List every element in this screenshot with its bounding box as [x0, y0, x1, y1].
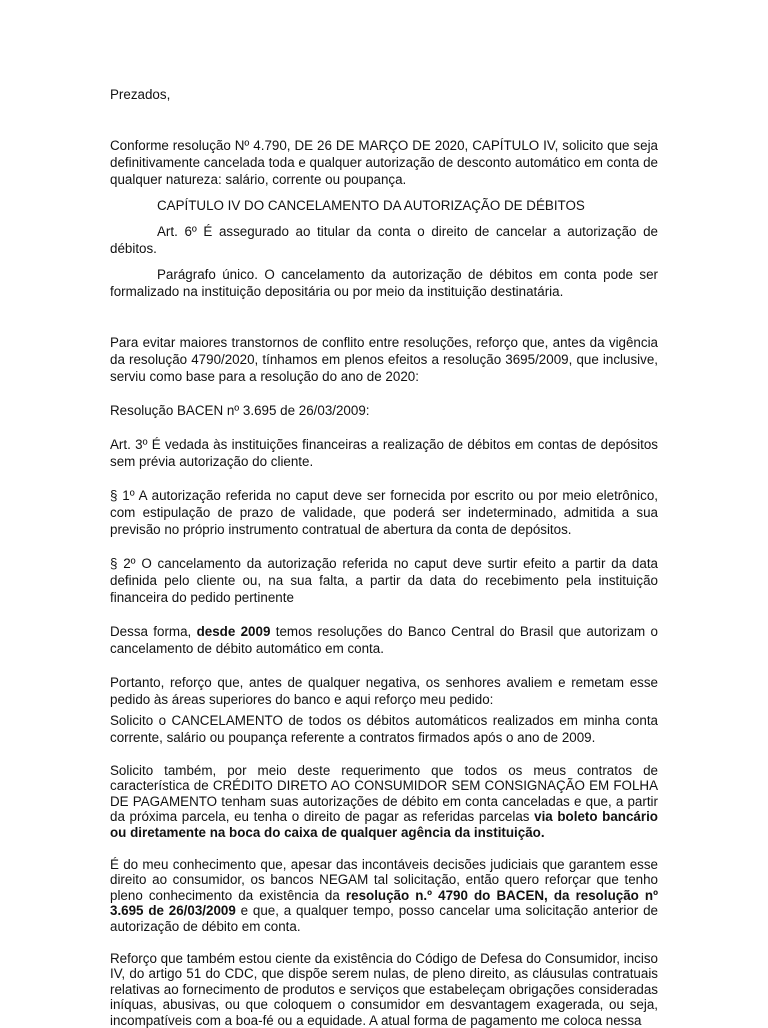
bacen-resolution-title: Resolução BACEN nº 3.695 de 26/03/2009:	[110, 403, 370, 418]
knowledge-text-pre: É do meu conhecimento que, apesar das incontáveis decisões judiciais que garantem esse direito ao consumidor, os bancos NEGAM tal solicitação, então quero reforçar que tenho pleno conhecimento da existência da	[110, 857, 658, 903]
paragraph-1: § 1º A autorização referida no caput deve ser fornecida por escrito ou por meio eletrônico, com estipulação de prazo de validade, que poderá ser indeterminado, admitida a sua previsão no próprio instrumento contratual de abertura da conta de depósitos.	[110, 488, 658, 537]
article-3: Art. 3º É vedada às instituições financeiras a realização de débitos em contas de depósitos sem prévia autorização do cliente.	[110, 437, 658, 469]
since-text-bold: desde 2009	[196, 624, 271, 639]
knowledge-text-post: e que, a qualquer tempo, posso cancelar uma solicitação anterior de autorização de débito em conta.	[110, 903, 658, 934]
intro-paragraph: Conforme resolução Nº 4.790, DE 26 DE MARÇO DE 2020, CAPÍTULO IV, solicito que seja definitivamente cancelada toda e qualquer autorização de desconto automático em conta de qualquer natureza: salário, corrente ou poupança.	[110, 138, 658, 187]
paragraph-2: § 2º O cancelamento da autorização referida no caput deve surtir efeito a partir da data definida pelo cliente ou, na sua falta, a partir da data do recebimento pela instituição financeira do pedido pertinente	[110, 556, 658, 605]
reinforce-paragraph: Portanto, reforço que, antes de qualquer negativa, os senhores avaliem e remetam esse pedido às áreas superiores do banco e aqui reforço meu pedido:	[110, 675, 658, 707]
paragrafo-unico: Parágrafo único. O cancelamento da autorização de débitos em conta pode ser formalizado na instituição depositária ou por meio da instituição destinatária.	[110, 267, 658, 299]
cdc-paragraph: Reforço que também estou ciente da existência do Código de Defesa do Consumidor, inciso IV, do artigo 51 do CDC, que dispõe serem nulas, de pleno direito, as cláusulas contratuais relativas ao fornecimento de produtos e serviços que estabeleçam obrigações consideradas iníquas, abusivas, ou que coloquem o consumidor em desvantagem exagerada, ou seja, incompatíveis com a boa-fé ou a equidade. A atual forma de pagamento me coloca nessa	[110, 951, 658, 1028]
direct-credit-text: Solicito também, por meio deste requerimento que todos os meus contratos de característica de CRÉDITO DIRETO AO CONSUMIDOR SEM CONSIGNAÇÃO EM FOLHA DE PAGAMENTO tenham suas autorizações de débito em conta canceladas e que, a partir da próxima parcela, eu tenha o direito de pagar as referidas parcelas	[110, 763, 658, 825]
since-text-post: temos resoluções do Banco Central do Brasil que autorizam o cancelamento de débito automático em conta.	[110, 624, 658, 656]
greeting: Prezados,	[110, 87, 171, 102]
knowledge-paragraph	[110, 857, 658, 934]
knowledge-text-bold: resolução n.º 4790 do BACEN, da resolução nº 3.695 de 26/03/2009	[110, 887, 658, 919]
since-text-pre: Dessa forma,	[110, 624, 197, 639]
cancellation-request: Solicito o CANCELAMENTO de todos os débitos automáticos realizados em minha conta corrente, salário ou poupança referente a contratos firmados após o ano de 2009.	[110, 713, 658, 745]
conflict-paragraph: Para evitar maiores transtornos de conflito entre resoluções, reforço que, antes da vigência da resolução 4790/2020, tínhamos em plenos efeitos a resolução 3695/2009, que inclusive, serviu como base para a resolução do ano de 2020:	[110, 335, 658, 384]
since-2009-paragraph	[110, 623, 658, 657]
direct-credit-bold: via boleto bancário ou diretamente na boca do caixa de qualquer agência da instituição.	[110, 809, 658, 840]
letter-document	[110, 86, 658, 1028]
direct-credit-paragraph	[110, 763, 658, 840]
article-6: Art. 6º É assegurado ao titular da conta o direito de cancelar a autorização de débitos.	[110, 224, 658, 256]
chapter-title: CAPÍTULO IV DO CANCELAMENTO DA AUTORIZAÇÃO DE DÉBITOS	[157, 198, 585, 213]
